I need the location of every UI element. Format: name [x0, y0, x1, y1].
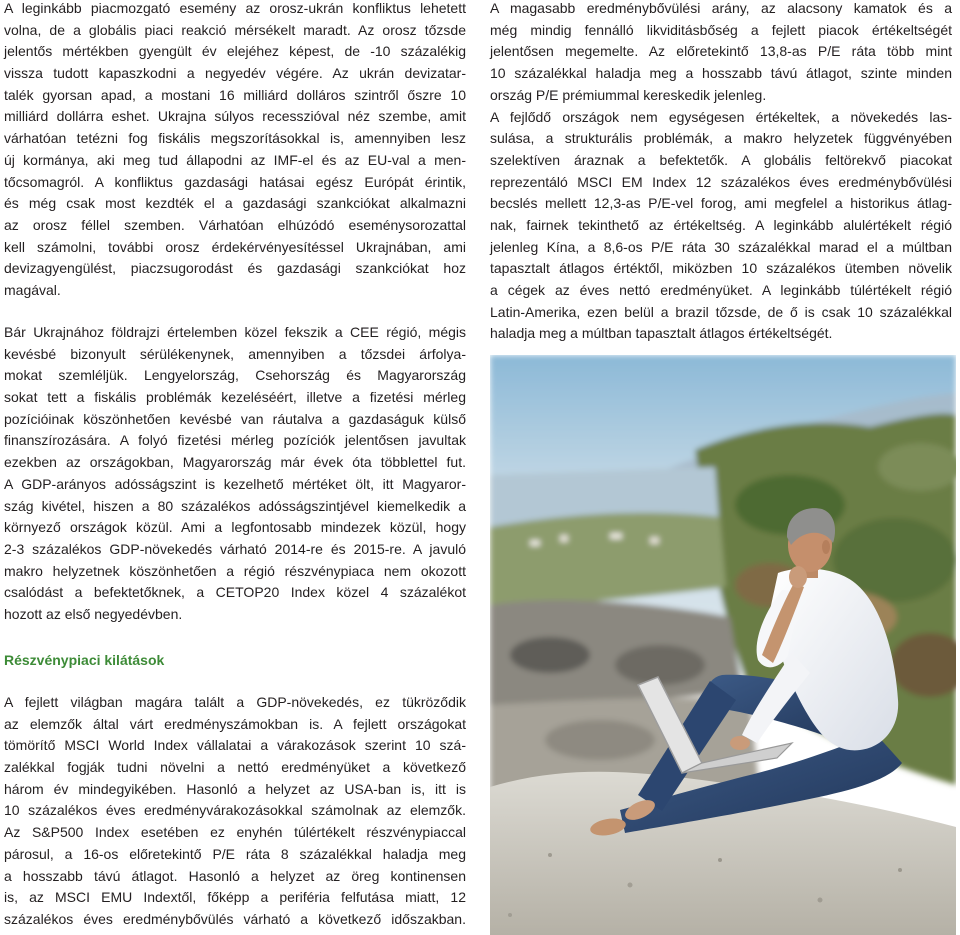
- text-line: mokat szemléljük. Lengyelország, Csehország és Magyarország: [4, 367, 466, 384]
- text-line: becslés mellett 12,3-as P/E-vel forog, ami megfelel a historikus átlag-: [490, 195, 952, 212]
- text-line: jelentős mértékben gyengült év elejéhez képest, de -10 százalékig: [4, 43, 466, 60]
- text-line: tapasztalt átlagos értéktől, miközben 10 százalékos ütemben növelik: [490, 260, 952, 277]
- text-line: haladja meg a múltban tapasztalt átlagos értékeltségét.: [490, 325, 833, 342]
- text-line: és még csak most kezdték el a gazdasági szankciókat alkalmazni: [4, 195, 466, 212]
- text-line: három év mindegyikében. Hasonló a helyzet az USA-ban is, itt is: [4, 780, 466, 797]
- text-line: milliárd dollárra eshet. Ukrajna súlyos recesszióval néz szembe, amit: [4, 108, 466, 125]
- text-line: az elemzők által várt eredményszámokban is. A fejlett országokat: [4, 715, 466, 732]
- text-line: szelektíven áraznak a befektetők. A globális feltörekvő piacokat: [490, 151, 952, 168]
- text-line: szág kivétel, hiszen a 80 százalékos adósságszintjével kiemelkedik a: [4, 497, 466, 514]
- text-line: Bár Ukrajnához földrajzi értelemben közel fekszik a CEE régió, mégis: [4, 324, 466, 340]
- text-line: 2-3 százalékos GDP-növekedés várható 2014-re és 2015-re. A javuló: [4, 540, 466, 557]
- text-line: nak, fairnek tekinthető az értékeltség. A leginkább alulértékelt régió: [490, 216, 952, 233]
- text-line: A magasabb eredménybővülési arány, az alacsony kamatok és a: [490, 0, 952, 16]
- text-line: hozott az első negyedévben.: [4, 605, 183, 622]
- text-line: A GDP-arányos adósságszint is kezelhető mértéket ölt, itt Magyaror-: [4, 475, 466, 492]
- text-line: ország P/E prémiummal kereskedik jelenleg.: [490, 86, 767, 103]
- text-line: finanszírozására. A folyó fizetési mérleg pozíciók jelentősen javultak: [4, 432, 466, 449]
- text-line: 10 százalékos éves eredményvárakozásokkal számolnak az elemzők.: [4, 802, 466, 819]
- text-line: várhatóan tetézni fog fiskális megszorításokkal is, amennyiben lesz: [4, 130, 466, 147]
- text-line: A fejlődő országok nem egységesen értékeltek, a növekedés las-: [490, 108, 952, 125]
- text-line: devizagyengülést, piaczsugorodást és gazdasági szankciókat hoz: [4, 260, 466, 277]
- text-line: sulása, a strukturális problémák, a makro helyzetek függvényében: [490, 130, 952, 147]
- text-line: is, az MSCI EMU Indextől, főképp a periféria felfutása miatt, 12: [4, 889, 466, 906]
- text-line: makro helyzetnek köszönhetően a régió részvénypiaca nem okozott: [4, 562, 466, 579]
- text-line: talék gyorsan apad, a mostani 16 milliárd dolláros szintről őszre 10: [4, 86, 466, 103]
- text-line: vissza tudott kapaszkodni a negyedév végére. Az ukrán devizatar-: [4, 65, 466, 82]
- paragraph-cee-region: [4, 322, 466, 626]
- text-line: 10 százalékkal haladja meg a hosszabb távú átlagot, szinte minden: [490, 65, 952, 82]
- text-line: környező országok közül. Ami a legfontosabb mindezek közül, hogy: [4, 519, 466, 536]
- text-line: kevésbé bizonyult sérülékenynek, amennyiben a tőzsdei árfolya-: [4, 345, 466, 362]
- text-line: a hosszabb távú átlagot. Hasonló a helyzet az öreg kontinensen: [4, 867, 466, 884]
- text-line: párosul, a 16-os előretekintő P/E ráta 8 százalékkal haladja meg: [4, 845, 466, 862]
- text-line: reprezentáló MSCI EM Index 12 százalékos éves eredménybővülési: [490, 173, 952, 190]
- paragraph-ukraine-conflict: [4, 0, 466, 302]
- paragraph-developed-markets: [490, 0, 952, 106]
- text-line: jelentősen megemelte. Az előretekintő 13,8-as P/E ráta több mint: [490, 43, 952, 60]
- text-line: sokat tett a fiskális problémák kezeléséért, illetve a fizetési mérleg: [4, 389, 466, 406]
- text-line: A fejlett világban magára talált a GDP-növekedés, ez tükröződik: [4, 694, 466, 710]
- photo-illustration: [490, 355, 956, 935]
- photo-man-with-laptop-on-rocks: [490, 355, 956, 935]
- text-line: A leginkább piacmozgató esemény az orosz-ukrán konfliktus lehetett: [4, 0, 466, 16]
- text-line: volna, de a globális piaci reakció mérsékelt maradt. Az orosz tőzsde: [4, 21, 466, 38]
- text-line: még mindig fennálló likviditásbőség a fejlett piacok értékeltségét: [490, 21, 952, 38]
- text-line: zalékkal fogják tudni növelni a nettó eredményüket a következő: [4, 759, 466, 776]
- paragraph-emerging-markets: [490, 107, 952, 346]
- text-line: Latin-Amerika, ezen belül a brazil tőzsde, de ő is csak 10 százalékkal: [490, 303, 952, 320]
- text-line: kell számolni, további orosz érdekérvényesítéssel Ukrajnában, ami: [4, 238, 466, 255]
- text-line: tőcsomagról. A konfliktus gazdasági hatásai egész Európát érintik,: [4, 173, 466, 190]
- paragraph-equity-outlook: [4, 692, 466, 931]
- text-line: jelenleg Kína, a 8,6-os P/E ráta 30 százalékkal marad el a múltban: [490, 238, 952, 255]
- text-line: az orosz féllel szemben. Várhatóan elhúzódó eseménysorozattal: [4, 216, 466, 233]
- text-line: magával.: [4, 281, 61, 298]
- text-line: Az S&P500 Index esetében ez enyhén túlértékelt részvénypiaccal: [4, 824, 466, 841]
- text-line: új kormánya, aki meg tud állapodni az IMF-el és az EU-val a men-: [4, 151, 466, 168]
- text-line: pozícióinak köszönhetően kevésbé van ráutalva a gazdaságuk külső: [4, 410, 466, 427]
- text-line: százalékos éves eredménybővülés várható a következő időszakban.: [4, 910, 466, 927]
- text-line: ezekben az országokban, Magyarország már évek óta többlettel fut.: [4, 454, 466, 471]
- section-heading: Részvénypiaci kilátások: [4, 652, 165, 668]
- text-line: a cégek az éves nettó eredményüket. A leginkább túlértékelt régió: [490, 282, 952, 298]
- text-line: csalódást a befektetőknek, a CETOP20 Index közel 4 százalékot: [4, 584, 466, 601]
- text-line: tömörítő MSCI World Index vállalatai a várakozások szerint 10 szá-: [4, 737, 466, 754]
